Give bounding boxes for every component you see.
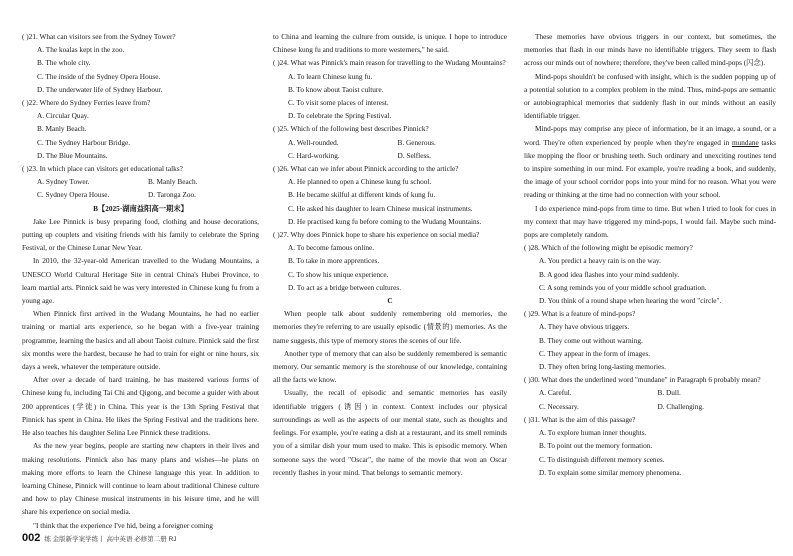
- option: C. They appear in the form of images.: [539, 348, 651, 358]
- paragraph: As the new year begins, people are starting new chapters in their lives and making resolutions. Pinnick also has many plans and wishes—he plans on making more efforts to learn the Chinese language this year. In addition to learning Chinese, Pinnick will continue to learn about traditional Chinese culture and how to play Chinese musical instruments in his leisure time, and he will share his experience on social media.: [22, 441, 259, 517]
- question-24: ( )24. What was Pinnick's main reason for travelling to the Wudang Mountains?: [273, 58, 506, 68]
- options-row: [22, 188, 259, 201]
- section-heading-c: C: [387, 296, 393, 306]
- option: A. Sydney Tower.: [37, 177, 90, 187]
- options-row: [524, 386, 776, 399]
- page-footer: [22, 532, 177, 544]
- option: B. To point out the memory formation.: [539, 441, 653, 451]
- option: C. To visit some places of interest.: [288, 98, 389, 108]
- option: D. They often bring long-lasting memories.: [539, 362, 666, 372]
- option: C. The inside of the Sydney Opera House.: [37, 71, 161, 81]
- question-27: ( )27. Why does Pinnick hope to share his experience on social media?: [273, 230, 480, 240]
- underlined-word-mundane: mundane: [731, 137, 759, 147]
- options-row: [273, 136, 507, 149]
- paragraph-text: tasks like mopping the floor or brushing teeth. Such ordinary and unexciting routines tend to inspire something in our mind. For example, you're reading a book, and suddenly, the image of your school corridor pops into your mind for no reason. What you were reading or thinking at the time had no connection with your school.: [524, 137, 776, 200]
- options-row: [273, 149, 507, 162]
- paragraph: [524, 122, 776, 201]
- option: C. To distinguish different memory scenes.: [539, 454, 665, 464]
- option: B. A good idea flashes into your mind suddenly.: [539, 269, 680, 279]
- paragraph: Mind-pops shouldn't be confused with insight, which is the sudden popping up of a potential solution to a complex problem in the mind. Thus, mind-pops are semantic or autobiographical memories that suddenly flash in our minds without an easily identifiable trigger.: [524, 71, 776, 121]
- option: B. To take in more apprentices.: [288, 256, 380, 266]
- paragraph: When people talk about suddenly remembering old memories, the memories they're referring to are usually episodic (情景的) memories. As the name suggests, this type of memory stores the scenes of our life.: [273, 309, 507, 345]
- question-29: ( )29. What is a feature of mind-pops?: [524, 309, 636, 319]
- paragraph-text: Mind-pops may comprise any piece of information, be it an image, a sound, or a word. They're often experienced by people when they're engaged in: [524, 124, 776, 147]
- option: D. The Blue Mountains.: [37, 150, 108, 160]
- option: D. You think of a round shape when hearing the word "circle".: [539, 296, 722, 306]
- option: B. They come out without warning.: [539, 335, 643, 345]
- question-30: ( )30. What does the underlined word "mundane" in Paragraph 6 probably mean?: [524, 375, 761, 385]
- option: A. Well-rounded.: [288, 137, 339, 147]
- option: D. To act as a bridge between cultures.: [288, 282, 402, 292]
- option: A. To learn Chinese kung fu.: [288, 71, 373, 81]
- paragraph: In 2010, the 32-year-old American travelled to the Wudang Mountains, a UNESCO World Cultural Heritage Site in central China's Hubei Province, to learn martial arts. Pinnick said he was very interested in Chinese kung fu from a young age.: [22, 256, 259, 306]
- option: D. He practised kung fu before coming to the Wudang Mountains.: [288, 216, 482, 226]
- paragraph: "I think that the experience I've hid, being a foreigner coming: [33, 520, 213, 530]
- option: A. The koalas kept in the zoo.: [37, 45, 125, 55]
- option: B. To know about Taoist culture.: [288, 84, 384, 94]
- paragraph: Another type of memory that can also be suddenly remembered is semantic memory. Our semantic memory is the storehouse of our knowledge, containing all the facts we know.: [273, 348, 507, 385]
- option: D. Taronga Zoo.: [148, 190, 196, 200]
- option: C. Hard-working.: [288, 150, 340, 160]
- option: B. Manly Beach.: [37, 124, 87, 134]
- option: A. You predict a heavy rain is on the way.: [539, 256, 661, 266]
- options-row: [524, 400, 776, 413]
- option: A. To explore human inner thoughts.: [539, 428, 647, 438]
- option: C. He asked his daughter to learn Chinese musical instruments.: [288, 203, 473, 213]
- paragraph: When Pinnick first arrived in the Wudang Mountains, he had no earlier training or martial arts experience, so he began with a five-year training programme, learning the basics and all about Taoist culture. Pinnick said the first six months were the hardest, because he had to train for eight or nine hours, six days a week, whatever the temperature outside.: [22, 309, 259, 372]
- option: B. Dull.: [657, 388, 681, 398]
- paragraph: Jake Lee Pinnick is busy preparing food, clothing and house decorations, putting up couplets and visiting friends with his family to celebrate the Spring Festival, or the Chinese Lunar New Year.: [22, 216, 259, 253]
- option: C. A song reminds you of your middle school graduation.: [539, 282, 707, 292]
- column-right: [524, 30, 776, 479]
- paragraph: to China and learning the culture from outside, is unique. I hope to introduce Chinese kung fu and traditions to more westerners," he said.: [273, 32, 507, 55]
- section-heading-b: B【2025·湖南益阳高一期末】: [93, 203, 188, 213]
- option: A. They have obvious triggers.: [539, 322, 630, 332]
- question-23: ( )23. In which place can visitors get educational talks?: [22, 164, 183, 174]
- option: B. Manly Beach.: [148, 177, 198, 187]
- option: C. Necessary.: [539, 401, 579, 411]
- question-31: ( )31. What is the aim of this passage?: [524, 414, 636, 424]
- paragraph: These memories have obvious triggers in our context, but sometimes, the memories that flash in our minds have no identifiable triggers. They seem to flash across our minds out of nowhere; therefore, they've been called mind-pops (闪念).: [524, 32, 776, 68]
- option: C. The Sydney Harbour Bridge.: [37, 137, 131, 147]
- option: A. He planned to open a Chinese kung fu school.: [288, 177, 432, 187]
- options-row: [22, 175, 259, 188]
- option: A. Circular Quay.: [37, 111, 89, 121]
- paragraph: After over a decade of hard training, he has mastered various forms of Chinese kung fu, including Tai Chi and Qigong, and become a guider with about 200 apprentices (学徒) in China. This year is the 13th Spring Festival that Pinnick has spent in China. He likes the Spring Festival and the traditions here. He also teaches his daughter Selina Lee Pinnick these traditions.: [22, 375, 259, 438]
- question-26: ( )26. What can we infer about Pinnick according to the article?: [273, 164, 459, 174]
- page-number: 002: [22, 532, 41, 544]
- column-left: [22, 30, 259, 532]
- footer-text: 练 金版新学案学练丨 高中英语 必修第二册 RJ: [44, 536, 177, 543]
- paragraph: Usually, the recall of episodic and semantic memories has easily identifiable triggers (诱因) in context. Context includes our physical surroundings as well as the aspects of our mental state, such as thoughts and feelings. For example, you're eating a dish at a restaurant, and its smell reminds you of a similar dish your mum used to make. This is episodic memory. When someone says the word "Oscar", the name of the movie that won an Oscar recently flashes in your mind. That belongs to semantic memory.: [273, 388, 507, 477]
- option: B. The whole city.: [37, 58, 91, 68]
- option: B. He became skilful at different kinds of kung fu.: [288, 190, 436, 200]
- option: B. Generous.: [397, 137, 436, 147]
- option: C. To show his unique experience.: [288, 269, 389, 279]
- option: D. Challenging.: [657, 401, 704, 411]
- question-28: ( )28. Which of the following might be episodic memory?: [524, 243, 693, 253]
- column-middle: [273, 30, 507, 479]
- option: D. To celebrate the Spring Festival.: [288, 111, 392, 121]
- option: D. Selfless.: [397, 150, 431, 160]
- question-25: ( )25. Which of the following best describes Pinnick?: [273, 124, 429, 134]
- option: C. Sydney Opera House.: [37, 190, 110, 200]
- question-22: ( )22. Where do Sydney Ferries leave from?: [22, 98, 151, 108]
- option: D. To explain some similar memory phenomena.: [539, 467, 682, 477]
- question-21: ( )21. What can visitors see from the Sydney Tower?: [22, 32, 176, 41]
- option: D. The underwater life of Sydney Harbour.: [37, 84, 163, 94]
- paragraph: I do experience mind-pops from time to time. But when I tried to look for cues in my context that may have triggered my mind-pops, I would fail. Maybe such mind-pops are completely random.: [524, 203, 776, 240]
- option: A. To become famous online.: [288, 243, 375, 253]
- option: A. Careful.: [539, 388, 572, 398]
